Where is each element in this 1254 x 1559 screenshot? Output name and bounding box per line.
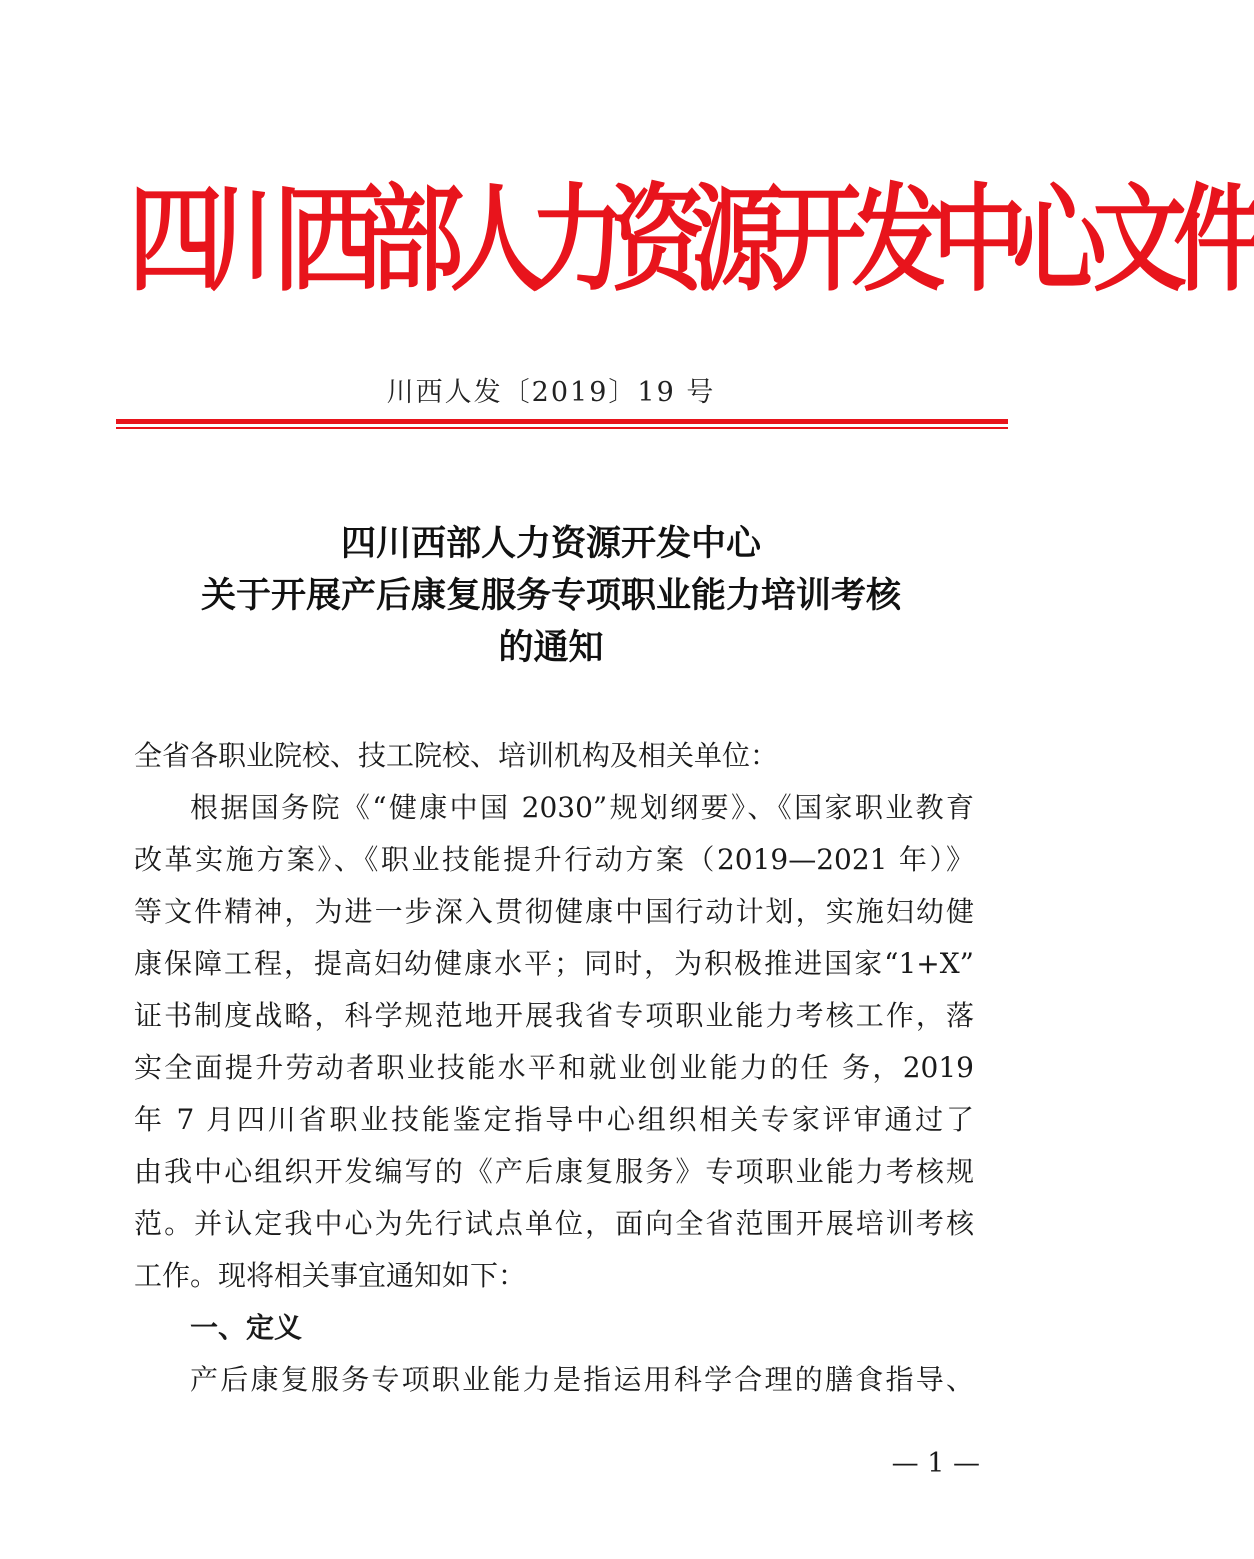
title-line-3: 的通知 (498, 627, 604, 668)
salutation: 全省各职业院校、技工院校、培训机构及相关单位： (134, 739, 779, 772)
page-number: — 1 — (891, 1448, 980, 1479)
paragraph-line: 由我中心组织开发编写的《产后康复服务》专项职业能力考核规 (134, 1155, 974, 1188)
section-heading: 一、定义 (190, 1311, 303, 1344)
paragraph-line: 等文件精神，为进一步深入贯彻健康中国行动计划，实施妇幼健 (134, 895, 974, 928)
masthead-title: 四川西部人力资源开发中心文件 (128, 171, 1254, 308)
paragraph-line: 康保障工程，提高妇幼健康水平；同时，为积极推进国家“1+X” (134, 947, 974, 980)
title-line-1: 四川西部人力资源开发中心 (340, 523, 761, 564)
paragraph-line: 实全面提升劳动者职业技能水平和就业创业能力的任 务，2019 (134, 1051, 974, 1084)
red-divider-line (116, 419, 1008, 424)
red-divider-line-thin (116, 427, 1008, 429)
notice-title (0, 518, 1102, 674)
paragraph-line: 工作。现将相关事宜通知如下： (134, 1259, 527, 1292)
paragraph-line: 证书制度战略，科学规范地开展我省专项职业能力考核工作，落 (134, 999, 974, 1032)
paragraph-line: 改革实施方案》、《职业技能提升行动方案（2019—2021 年）》 (134, 843, 974, 876)
paragraph-line: 年 7 月四川省职业技能鉴定指导中心组织相关专家评审通过了 (134, 1103, 974, 1136)
section-text: 产后康复服务专项职业能力是指运用科学合理的膳食指导、 (190, 1363, 974, 1396)
notice-body (134, 730, 974, 1406)
document-number: 川西人发〔2019〕19 号 (386, 377, 716, 408)
title-line-2: 关于开展产后康复服务专项职业能力培训考核 (200, 575, 901, 616)
paragraph-line: 根据国务院《“健康中国 2030”规划纲要》、《国家职业教育 (190, 791, 974, 824)
paragraph-line: 范。并认定我中心为先行试点单位，面向全省范围开展培训考核 (134, 1207, 974, 1240)
